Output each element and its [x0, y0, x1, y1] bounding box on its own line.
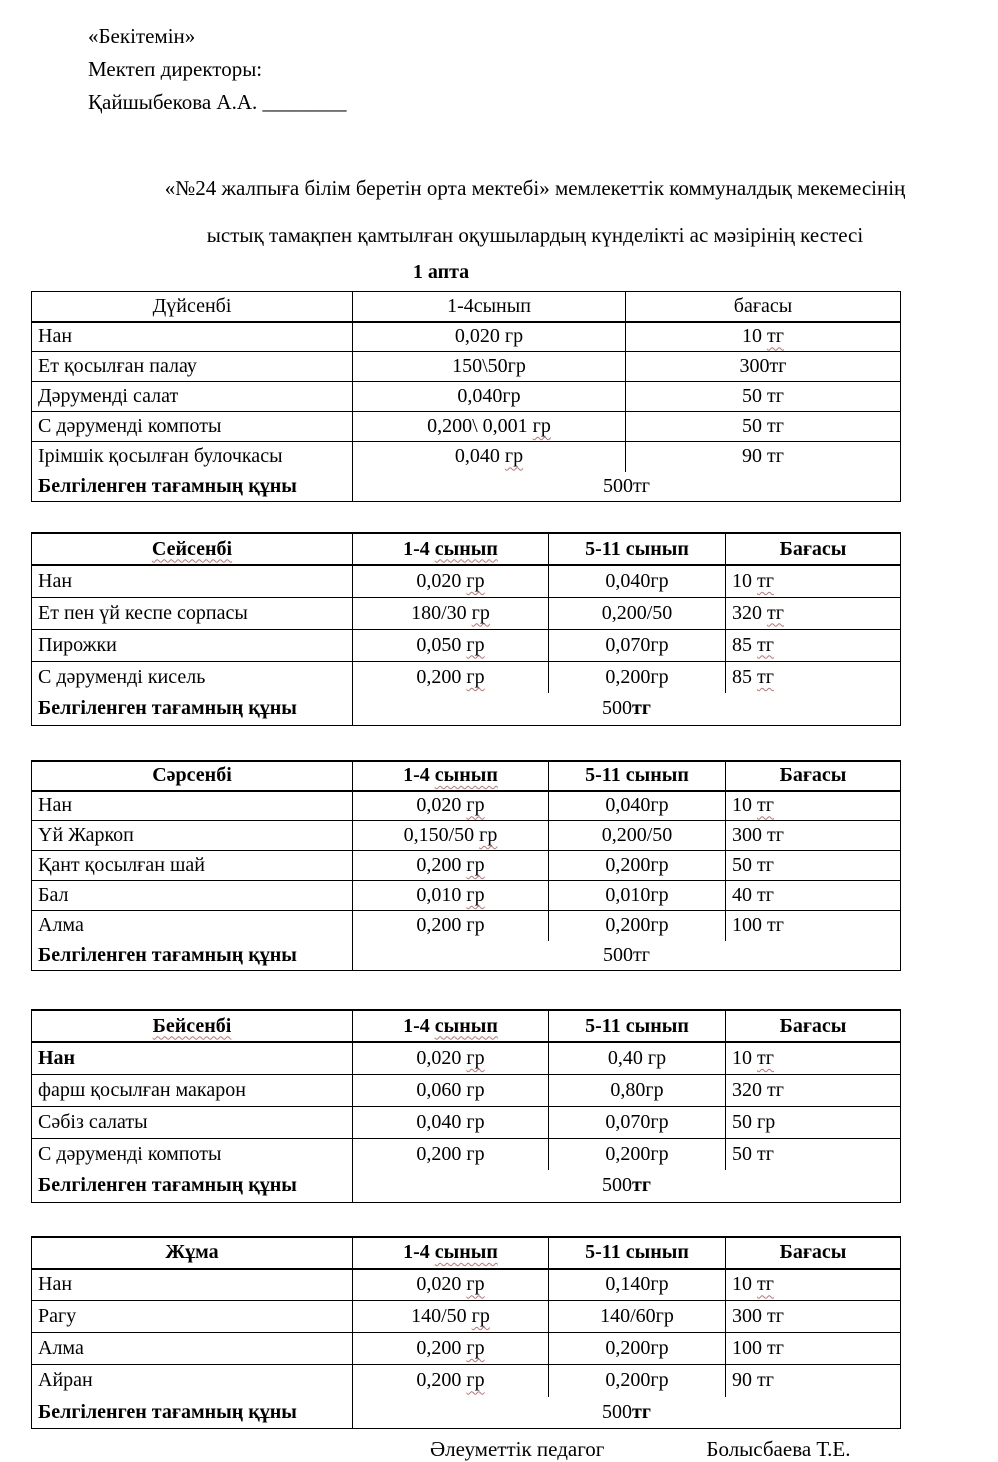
spellcheck-underlined-text: тг [757, 794, 774, 817]
menu-item-row [32, 382, 901, 412]
menu-item-row [32, 821, 901, 851]
menu-table-day-1 [31, 291, 901, 502]
menu-item-row [32, 442, 901, 472]
spellcheck-underlined-text: сынып [434, 1241, 498, 1263]
value-cell: 0,040 гр [353, 442, 626, 472]
spellcheck-underlined-text: Сейсенбі [151, 537, 233, 560]
value-cell: 50 гр [726, 1106, 901, 1138]
value-cell: 0,070гр [549, 629, 726, 661]
value-cell: 0,200/50 [549, 821, 726, 851]
total-value-cell: 500тг [353, 941, 901, 971]
spellcheck-underlined-text: тг [757, 569, 774, 592]
total-row [32, 1397, 901, 1429]
value-cell: 10 тг [726, 791, 901, 821]
value-cell: 0,200 гр [353, 1333, 549, 1365]
total-value-cell: 500тг [353, 472, 901, 502]
spellcheck-underlined-text: гр [466, 854, 485, 876]
value-cell: 0,040 гр [353, 1106, 549, 1138]
dish-name-cell: фарш қосылған макарон [32, 1074, 353, 1106]
spellcheck-underlined-text: гр [471, 601, 490, 624]
approval-line-3: Қайшыбекова А.А. ________ [88, 90, 347, 114]
spellcheck-underlined-text: тг [757, 1046, 774, 1069]
spellcheck-underlined-text: тг [757, 1273, 774, 1296]
column-header: 1-4 сынып [353, 1010, 549, 1042]
value-cell: 0,020 гр [353, 565, 549, 597]
value-cell: 0,200гр [549, 1333, 726, 1365]
value-cell: 150\50гр [353, 352, 626, 382]
total-row [32, 693, 901, 725]
value-cell: 0,010гр [549, 881, 726, 911]
spellcheck-underlined-text: гр [466, 1369, 485, 1392]
value-cell: 0,010 гр [353, 881, 549, 911]
value-cell: 140/50 гр [353, 1301, 549, 1333]
spellcheck-underlined-text: гр [532, 415, 551, 437]
menu-item-row [32, 1301, 901, 1333]
value-cell: 0,070гр [549, 1106, 726, 1138]
menu-table-day-4 [31, 1009, 901, 1203]
spellcheck-underlined-text: сынып [434, 1014, 498, 1037]
menu-table-day-5 [31, 1236, 901, 1430]
menu-item-row [32, 911, 901, 941]
value-cell: 0,80гр [549, 1074, 726, 1106]
column-header: 1-4 сынып [353, 1237, 549, 1269]
header-row [32, 1010, 901, 1042]
menu-item-row [32, 565, 901, 597]
value-cell: 0,200 гр [353, 661, 549, 693]
dish-name-cell: Ет қосылған палау [32, 352, 353, 382]
menu-item-row [32, 1074, 901, 1106]
approval-line-1: «Бекітемін» [88, 24, 196, 48]
value-cell: 0,050 гр [353, 629, 549, 661]
value-cell: 0,040гр [549, 791, 726, 821]
spellcheck-underlined-text: гр [466, 665, 485, 688]
value-cell: 0,200\ 0,001 гр [353, 412, 626, 442]
value-cell: 0,200 гр [353, 1365, 549, 1397]
value-cell: 0,200 гр [353, 851, 549, 881]
value-cell: 0,200/50 [549, 597, 726, 629]
dish-name-cell: С дәруменді кисель [32, 661, 353, 693]
value-cell: 90 тг [626, 442, 901, 472]
menu-item-row [32, 1269, 901, 1301]
value-cell: 100 тг [726, 1333, 901, 1365]
dish-name-cell: Айран [32, 1365, 353, 1397]
menu-item-row [32, 322, 901, 352]
column-header: бағасы [626, 292, 901, 322]
value-cell: 0,200гр [549, 661, 726, 693]
menu-item-row [32, 851, 901, 881]
value-cell: 10 тг [726, 565, 901, 597]
day-name-header: Дүйсенбі [32, 292, 353, 322]
value-cell: 50 тг [626, 382, 901, 412]
column-header: Бағасы [726, 761, 901, 791]
dish-name-cell: Нан [32, 791, 353, 821]
value-cell: 0,020 гр [353, 322, 626, 352]
value-cell: 0,060 гр [353, 1074, 549, 1106]
value-cell: 10 тг [626, 322, 901, 352]
total-value-bold-suffix: тг [632, 697, 651, 720]
column-header: Бағасы [726, 1237, 901, 1269]
column-header: 1-4 сынып [353, 761, 549, 791]
dish-name-cell: Сәбіз салаты [32, 1106, 353, 1138]
spellcheck-underlined-text: гр [466, 794, 485, 817]
value-cell: 300 тг [726, 821, 901, 851]
column-header: 5-11 сынып [549, 1237, 726, 1269]
menu-table-day-2 [31, 532, 901, 726]
value-cell: 90 тг [726, 1365, 901, 1397]
approval-line-2: Мектеп директоры: [88, 57, 263, 81]
dish-name-cell: Бал [32, 881, 353, 911]
week-label: 1 апта [412, 261, 470, 283]
value-cell: 0,200 гр [353, 1138, 549, 1170]
value-cell: 50 тг [726, 1138, 901, 1170]
value-cell: 10 тг [726, 1042, 901, 1074]
value-cell: 0,040гр [353, 382, 626, 412]
header-row [32, 1237, 901, 1269]
approval-block [88, 20, 998, 119]
signature-name: Болысбаева Т.Е. [706, 1437, 851, 1461]
total-value-bold-suffix: тг [632, 1174, 651, 1197]
column-header: 5-11 сынып [549, 761, 726, 791]
dish-name-cell: Нан [32, 565, 353, 597]
menu-item-row [32, 629, 901, 661]
menu-item-row [32, 1042, 901, 1074]
value-cell: 0,020 гр [353, 1269, 549, 1301]
column-header: Бағасы [726, 1010, 901, 1042]
spellcheck-underlined-text: гр [466, 1273, 485, 1296]
header-row [32, 292, 901, 322]
value-cell: 0,020 гр [353, 1042, 549, 1074]
dish-name-cell: С дәруменді компоты [32, 1138, 353, 1170]
title-line-2: ыстық тамақпен қамтылған оқушылардың күнделікті ас мәзірінің кестесі [206, 223, 864, 247]
title-line-1: «№24 жалпыға білім беретін орта мектебі» мемлекеттік коммуналдық мекемесінің [164, 176, 906, 200]
total-label-cell: Белгіленген тағамның құны [32, 472, 353, 502]
total-row [32, 941, 901, 971]
value-cell: 0,020 гр [353, 791, 549, 821]
value-cell: 10 тг [726, 1269, 901, 1301]
value-cell: 85 тг [726, 661, 901, 693]
dish-name-cell: Алма [32, 911, 353, 941]
spellcheck-underlined-text: гр [466, 569, 485, 592]
spellcheck-underlined-text: гр [466, 1046, 485, 1069]
total-label-cell: Белгіленген тағамның құны [32, 1397, 353, 1429]
menu-table-day-3 [31, 760, 901, 972]
value-cell: 100 тг [726, 911, 901, 941]
value-cell: 0,200гр [549, 851, 726, 881]
value-cell: 40 тг [726, 881, 901, 911]
column-header: 5-11 сынып [549, 1010, 726, 1042]
total-label-cell: Белгіленген тағамның құны [32, 1170, 353, 1202]
total-value-cell: 500тг [353, 1170, 901, 1202]
document-title [95, 165, 975, 259]
spellcheck-underlined-text: гр [504, 445, 524, 468]
spellcheck-underlined-text: сынып [434, 537, 498, 560]
column-header: Бағасы [726, 533, 901, 565]
dish-name-cell: Дәруменді салат [32, 382, 353, 412]
column-header: 1-4сынып [353, 292, 626, 322]
spellcheck-underlined-text: гр [466, 1337, 485, 1359]
total-row [32, 1170, 901, 1202]
spellcheck-underlined-text: гр [479, 824, 498, 846]
total-value-bold-suffix: тг [632, 1400, 651, 1423]
value-cell: 180/30 гр [353, 597, 549, 629]
value-cell: 0,150/50 гр [353, 821, 549, 851]
spellcheck-underlined-text: тг [767, 601, 784, 624]
dish-name-cell: Үй Жаркоп [32, 821, 353, 851]
dish-name-cell: Қант қосылған шай [32, 851, 353, 881]
value-cell: 85 тг [726, 629, 901, 661]
dish-name-cell: Алма [32, 1333, 353, 1365]
value-cell: 50 тг [626, 412, 901, 442]
spellcheck-underlined-text: тг [757, 633, 774, 656]
value-cell: 0,200гр [549, 911, 726, 941]
dish-name-cell: Нан [32, 322, 353, 352]
value-cell: 0,140гр [549, 1269, 726, 1301]
signature-row [430, 1437, 998, 1462]
day-name-header: Жұма [32, 1237, 353, 1269]
dish-name-cell: Ірімшік қосылған булочкасы [32, 442, 353, 472]
value-cell: 300тг [626, 352, 901, 382]
day-name-header: Сәрсенбі [32, 761, 353, 791]
value-cell: 0,200гр [549, 1138, 726, 1170]
menu-item-row [32, 661, 901, 693]
header-row [32, 761, 901, 791]
dish-name-cell: Ет пен үй кеспе сорпасы [32, 597, 353, 629]
value-cell: 0,40 гр [549, 1042, 726, 1074]
column-header: 1-4 сынып [353, 533, 549, 565]
spellcheck-underlined-text: Бейсенбі [152, 1014, 232, 1037]
spellcheck-underlined-text: тг [757, 665, 774, 688]
dish-name-cell: Нан [32, 1269, 353, 1301]
column-header: 5-11 сынып [549, 533, 726, 565]
dish-name-cell: Рагу [32, 1301, 353, 1333]
signature-role: Әлеуметтік педагог [430, 1437, 605, 1461]
value-cell: 320 тг [726, 597, 901, 629]
total-value-cell: 500тг [353, 693, 901, 725]
value-cell: 0,200 гр [353, 911, 549, 941]
spellcheck-underlined-text: гр [471, 1305, 490, 1327]
dish-name-cell: Нан [32, 1042, 353, 1074]
spellcheck-underlined-text: тг [767, 325, 784, 348]
value-cell: 50 тг [726, 851, 901, 881]
day-name-header [32, 1010, 353, 1042]
spellcheck-underlined-text: сынып [434, 764, 498, 786]
header-row [32, 533, 901, 565]
menu-item-row [32, 1365, 901, 1397]
value-cell: 320 тг [726, 1074, 901, 1106]
day-name-header [32, 533, 353, 565]
menu-item-row [32, 1333, 901, 1365]
menu-item-row [32, 1138, 901, 1170]
total-value-cell: 500тг [353, 1397, 901, 1429]
menu-item-row [32, 1106, 901, 1138]
value-cell: 300 тг [726, 1301, 901, 1333]
spellcheck-underlined-text: гр [466, 884, 485, 906]
total-row [32, 472, 901, 502]
menu-item-row [32, 352, 901, 382]
spellcheck-underlined-text: гр [466, 633, 485, 656]
tables-area [31, 291, 900, 1429]
menu-item-row [32, 791, 901, 821]
dish-name-cell: Пирожки [32, 629, 353, 661]
menu-item-row [32, 412, 901, 442]
menu-item-row [32, 881, 901, 911]
value-cell: 140/60гр [549, 1301, 726, 1333]
value-cell: 0,200гр [549, 1365, 726, 1397]
menu-item-row [32, 597, 901, 629]
total-label-cell: Белгіленген тағамның құны [32, 941, 353, 971]
value-cell: 0,040гр [549, 565, 726, 597]
dish-name-cell: С дәруменді компоты [32, 412, 353, 442]
total-label-cell: Белгіленген тағамның құны [32, 693, 353, 725]
